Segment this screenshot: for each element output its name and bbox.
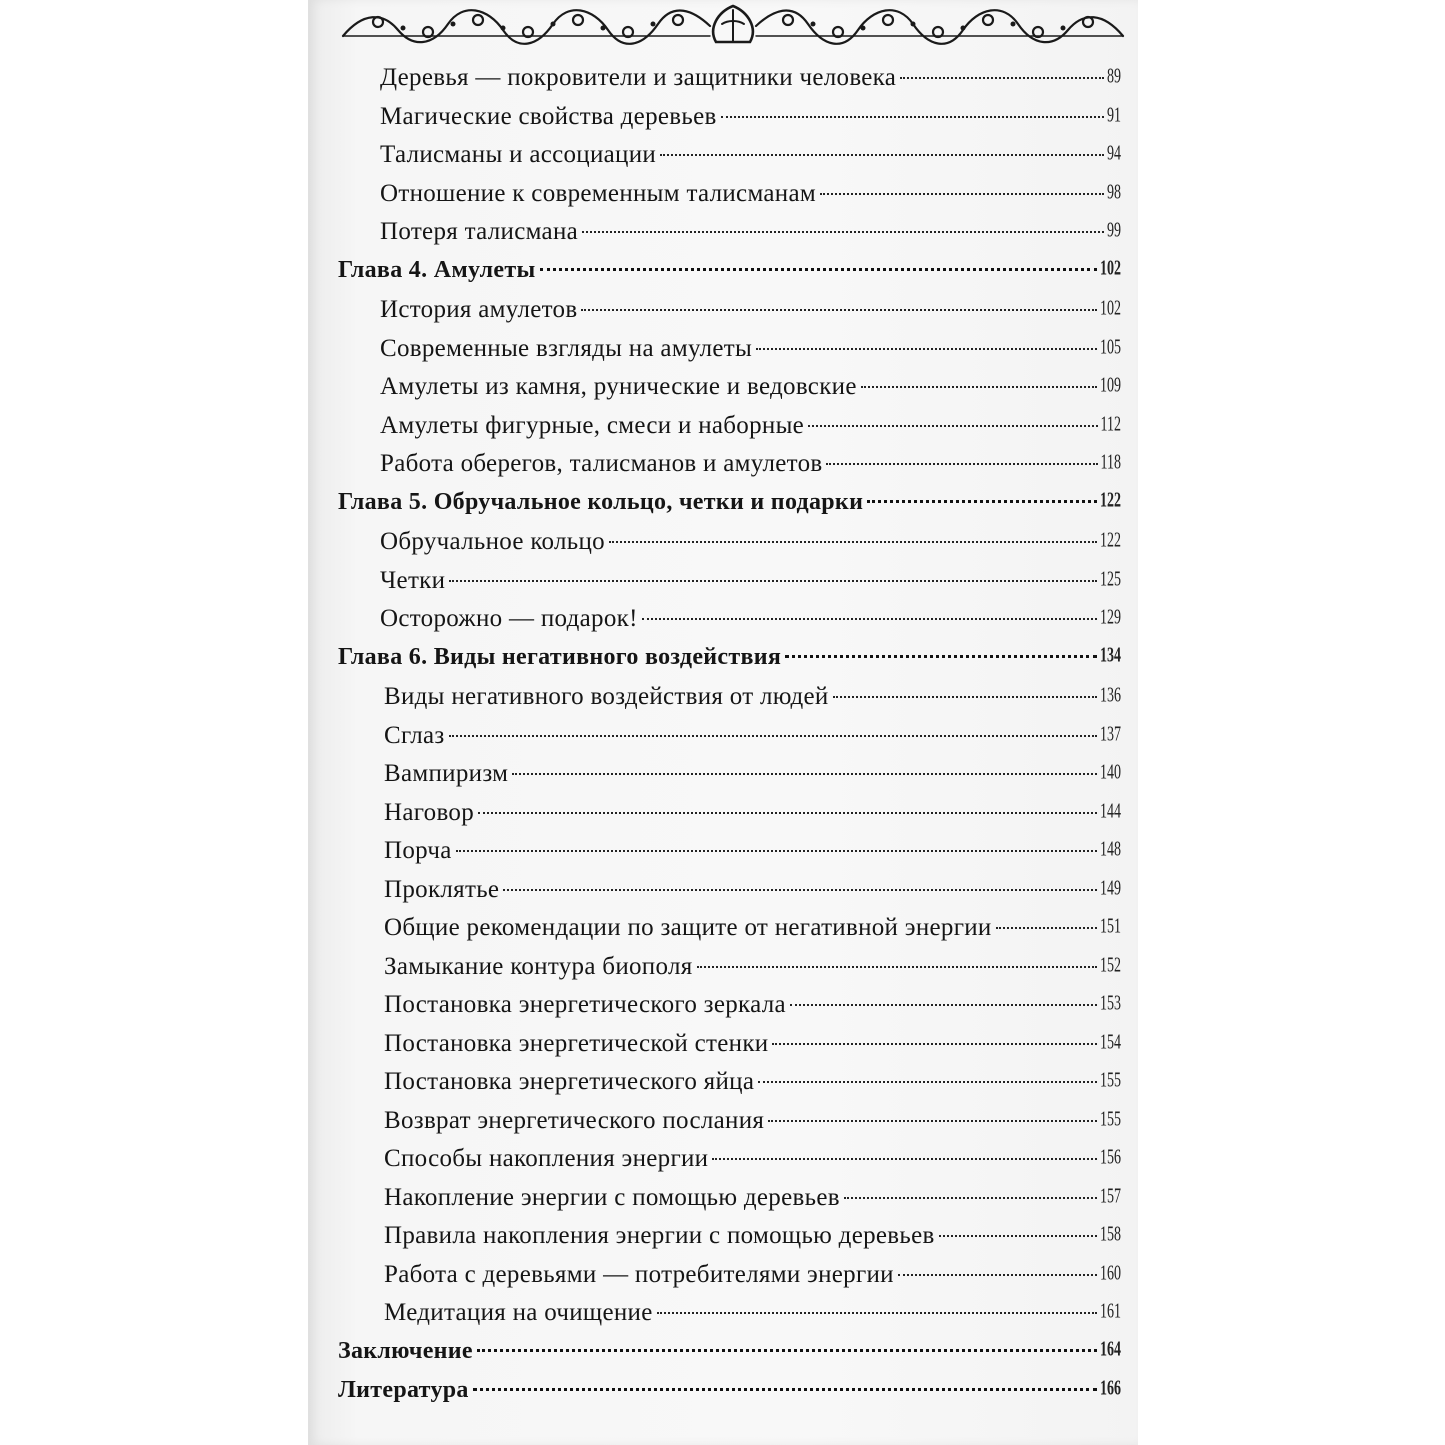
dot-leader [712, 1158, 1097, 1160]
toc-chapter-entry [338, 1377, 1121, 1417]
toc-entry-title: Постановка энергетической стенки [384, 1029, 769, 1057]
toc-entry-page-number: 166 [1100, 1378, 1121, 1401]
toc-entry-title: Накопление энергии с помощью деревьев [384, 1183, 840, 1211]
dot-leader [939, 1235, 1097, 1237]
toc-entry-page-number: 155 [1100, 1070, 1121, 1093]
toc-entry-title: Амулеты фигурные, смеси и наборные [380, 411, 805, 439]
dot-leader [721, 116, 1104, 118]
dot-leader [581, 309, 1097, 311]
toc-entry [338, 567, 1121, 606]
toc-entry-page-number: 151 [1100, 916, 1121, 939]
toc-entry [338, 1261, 1121, 1300]
toc-entry-page-number: 122 [1100, 489, 1121, 512]
toc-entry [338, 1030, 1121, 1069]
toc-entry-page-number: 148 [1100, 839, 1121, 862]
toc-entry-title: Глава 4. Амулеты [338, 256, 536, 283]
toc-entry-title: Современные взгляды на амулеты [380, 334, 753, 362]
toc-entry-page-number: 154 [1100, 1031, 1121, 1054]
toc-entry-page-number: 91 [1107, 104, 1121, 127]
toc-entry-page-number: 153 [1100, 993, 1121, 1016]
dot-leader [642, 618, 1097, 620]
toc-entry-page-number: 94 [1107, 143, 1121, 166]
toc-entry [338, 180, 1121, 219]
toc-entry-title: История амулетов [380, 296, 578, 323]
dot-leader [478, 812, 1097, 814]
toc-entry [338, 296, 1121, 335]
toc-entry-page-number: 160 [1100, 1262, 1121, 1285]
toc-entry-title: Амулеты из камня, рунические и ведовские [380, 373, 857, 400]
toc-entry [338, 683, 1121, 722]
toc-entry [338, 722, 1121, 761]
toc-entry [338, 799, 1121, 838]
dot-leader [772, 1043, 1097, 1045]
dot-leader [756, 348, 1097, 350]
toc-entry-page-number: 102 [1100, 257, 1121, 280]
toc-entry-page-number: 164 [1100, 1338, 1121, 1361]
toc-entry-title: Постановка энергетического зеркала [384, 991, 786, 1018]
dot-leader [449, 580, 1097, 582]
toc-entry [338, 1145, 1121, 1184]
toc-entry-title: Работа с деревьями — потребителями энергии [384, 1260, 894, 1288]
toc-entry [338, 412, 1121, 451]
floral-ornament-header [338, 2, 1128, 48]
dot-leader [512, 773, 1097, 775]
toc-entry-page-number: 156 [1100, 1147, 1121, 1170]
toc-entry-page-number: 89 [1107, 66, 1121, 89]
toc-entry-title: Способы накопления энергии [384, 1145, 709, 1172]
toc-chapter-entry [338, 644, 1121, 684]
toc-entry-title: Осторожно — подарок! [380, 605, 638, 632]
toc-entry-title: Глава 5. Обручальное кольцо, четки и подарки [338, 488, 864, 515]
dot-leader [898, 1274, 1097, 1276]
toc-entry-page-number: 99 [1107, 220, 1121, 243]
table-of-contents [338, 64, 1121, 1417]
toc-entry [338, 450, 1121, 489]
dot-leader [867, 500, 1097, 503]
toc-entry [338, 64, 1121, 103]
toc-entry-page-number: 155 [1100, 1108, 1121, 1131]
dot-leader [820, 193, 1104, 195]
toc-entry [338, 837, 1121, 876]
toc-entry-title: Замыкание контура биополя [384, 952, 693, 980]
toc-entry-title: Глава 6. Виды негативного воздействия [338, 643, 782, 670]
toc-entry-page-number: 140 [1100, 762, 1121, 785]
toc-entry [338, 914, 1121, 953]
toc-entry-title: Наговор [384, 798, 475, 826]
toc-entry-title: Возврат энергетического послания [384, 1106, 765, 1134]
toc-entry-title: Правила накопления энергии с помощью деревьев [384, 1222, 935, 1249]
dot-leader [477, 1349, 1097, 1352]
toc-entry [338, 373, 1121, 412]
toc-entry-title: Талисманы и ассоциации [380, 141, 657, 168]
toc-entry-title: Литература [338, 1377, 469, 1403]
toc-entry [338, 1222, 1121, 1261]
dot-leader [697, 966, 1097, 968]
toc-entry [338, 1107, 1121, 1146]
toc-entry-page-number: 158 [1100, 1224, 1121, 1247]
toc-entry-page-number: 161 [1100, 1301, 1121, 1324]
toc-entry-title: Заключение [338, 1337, 473, 1364]
toc-entry [338, 1184, 1121, 1223]
dot-leader [657, 1312, 1097, 1314]
toc-entry-title: Обручальное кольцо [380, 528, 605, 555]
toc-entry-title: Порча [384, 837, 452, 864]
toc-entry [338, 335, 1121, 374]
dot-leader [473, 1388, 1097, 1391]
toc-entry [338, 876, 1121, 915]
toc-entry-title: Вампиризм [384, 760, 509, 787]
toc-entry-page-number: 134 [1100, 644, 1121, 667]
toc-entry [338, 1299, 1121, 1338]
dot-leader [660, 154, 1104, 156]
toc-entry-page-number: 129 [1100, 607, 1121, 630]
toc-entry-page-number: 98 [1107, 181, 1121, 204]
toc-entry [338, 1068, 1121, 1107]
toc-entry-title: Проклятье [384, 875, 500, 903]
toc-entry-page-number: 144 [1100, 800, 1121, 823]
dot-leader [833, 696, 1097, 698]
toc-entry [338, 103, 1121, 142]
toc-entry-page-number: 136 [1100, 685, 1121, 708]
toc-entry-page-number: 152 [1100, 954, 1121, 977]
dot-leader [768, 1120, 1097, 1122]
toc-entry-title: Медитация на очищение [384, 1299, 653, 1326]
toc-entry-page-number: 157 [1100, 1185, 1121, 1208]
dot-leader [900, 77, 1104, 79]
book-page [308, 0, 1138, 1445]
toc-entry [338, 953, 1121, 992]
toc-entry-title: Потеря талисмана [380, 218, 579, 245]
toc-chapter-entry [338, 489, 1121, 529]
dot-leader [456, 850, 1097, 852]
toc-entry [338, 991, 1121, 1030]
dot-leader [808, 425, 1097, 427]
toc-entry [338, 141, 1121, 180]
toc-entry-page-number: 125 [1100, 568, 1121, 591]
toc-entry-page-number: 109 [1100, 375, 1121, 398]
dot-leader [861, 386, 1097, 388]
toc-entry-page-number: 149 [1100, 877, 1121, 900]
toc-entry-title: Постановка энергетического яйца [384, 1068, 755, 1095]
toc-entry-title: Работа оберегов, талисманов и амулетов [380, 450, 823, 477]
dot-leader [582, 231, 1104, 233]
toc-chapter-entry [338, 1338, 1121, 1378]
toc-entry-page-number: 118 [1100, 452, 1121, 475]
toc-entry-title: Четки [380, 566, 446, 594]
toc-entry-title: Общие рекомендации по защите от негативной энергии [384, 914, 992, 941]
dot-leader [758, 1081, 1097, 1083]
toc-entry-page-number: 112 [1100, 413, 1121, 436]
dot-leader [449, 735, 1097, 737]
toc-entry-title: Отношение к современным талисманам [380, 179, 816, 207]
toc-entry [338, 528, 1121, 567]
toc-entry-title: Сглаз [384, 721, 445, 749]
dot-leader [790, 1004, 1097, 1006]
dot-leader [540, 268, 1097, 271]
toc-entry-title: Магические свойства деревьев [380, 102, 717, 130]
dot-leader [826, 463, 1097, 465]
toc-entry-page-number: 137 [1100, 723, 1121, 746]
dot-leader [609, 541, 1097, 543]
dot-leader [996, 927, 1097, 929]
toc-entry-page-number: 102 [1100, 298, 1121, 321]
toc-entry-title: Виды негативного воздействия от людей [384, 683, 829, 710]
toc-entry [338, 605, 1121, 644]
toc-entry-page-number: 122 [1100, 530, 1121, 553]
toc-entry-title: Деревья — покровители и защитники человека [380, 64, 897, 91]
toc-entry-page-number: 105 [1100, 336, 1121, 359]
toc-chapter-entry [338, 257, 1121, 297]
toc-entry [338, 218, 1121, 257]
dot-leader [503, 889, 1097, 891]
dot-leader [785, 655, 1097, 658]
dot-leader [844, 1197, 1097, 1199]
toc-entry [338, 760, 1121, 799]
